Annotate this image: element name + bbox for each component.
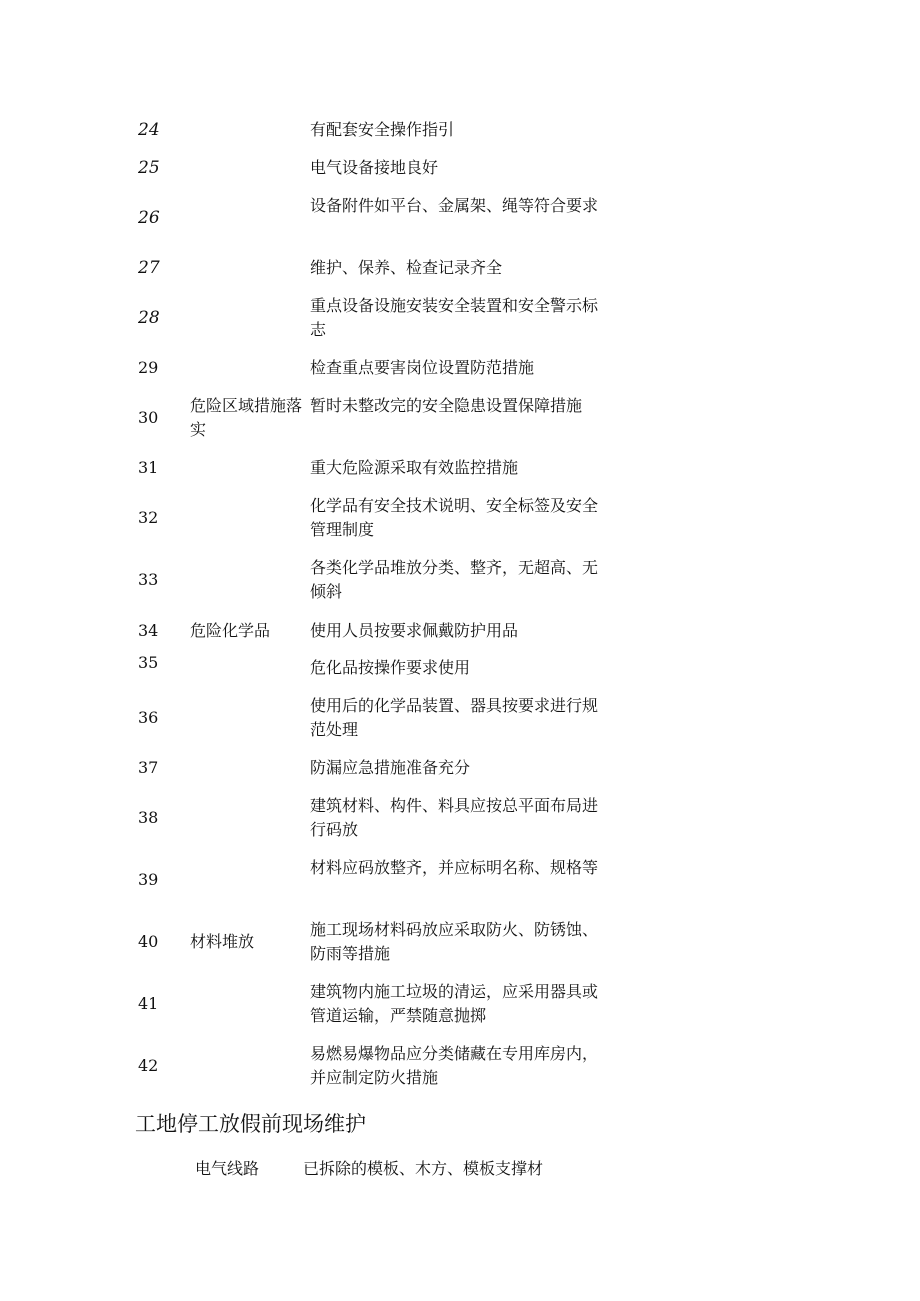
table-row [0, 653, 920, 680]
table-row [0, 256, 920, 280]
row-description: 危化品按操作要求使用 [310, 658, 471, 677]
row-category: 危险区域措施落实 [190, 396, 303, 439]
row-description: 建筑材料、构件、料具应按总平面布局进行码放 [310, 796, 599, 839]
row-description: 检查重点要害岗位设置防范措施 [310, 358, 535, 377]
row-description: 维护、保养、检查记录齐全 [310, 258, 503, 277]
section-heading: 工地停工放假前现场维护 [135, 1112, 366, 1136]
row-number: 38 [138, 808, 159, 827]
row-description: 使用后的化学品装置、器具按要求进行规范处理 [310, 696, 599, 739]
table-row [0, 1042, 920, 1090]
row-number: 34 [138, 621, 159, 640]
row-number: 32 [138, 508, 159, 527]
sub-category: 电气线路 [195, 1159, 260, 1178]
row-number: 41 [138, 994, 159, 1013]
row-number: 37 [138, 758, 159, 777]
row-number: 26 [138, 208, 160, 228]
row-category: 材料堆放 [190, 932, 255, 951]
table-row [0, 980, 920, 1028]
row-description: 施工现场材料码放应采取防火、防锈蚀、防雨等措施 [310, 920, 599, 963]
row-number: 33 [138, 570, 159, 589]
row-number: 36 [138, 708, 159, 727]
row-number: 29 [138, 358, 159, 377]
row-number: 24 [138, 120, 160, 140]
row-category: 危险化学品 [190, 621, 271, 640]
row-description: 建筑物内施工垃圾的清运，应采用器具或管道运输，严禁随意抛掷 [310, 982, 599, 1025]
row-description: 使用人员按要求佩戴防护用品 [310, 621, 519, 640]
row-number: 30 [138, 408, 159, 427]
table-row [0, 556, 920, 604]
row-number: 35 [138, 653, 159, 672]
row-description: 电气设备接地良好 [310, 158, 439, 177]
row-description: 材料应码放整齐，并应标明名称、规格等 [310, 858, 599, 877]
table-row [0, 694, 920, 742]
table-row [0, 294, 920, 342]
row-description: 重大危险源采取有效监控措施 [310, 458, 519, 477]
row-description: 有配套安全操作指引 [310, 120, 455, 139]
row-number: 25 [138, 158, 160, 178]
table-row [0, 394, 920, 442]
table-row [0, 118, 920, 142]
table-row [0, 794, 920, 842]
row-number: 40 [138, 932, 159, 951]
row-number: 31 [138, 458, 159, 477]
row-description: 暂时未整改完的安全隐患设置保障措施 [310, 396, 583, 415]
row-description: 设备附件如平台、金属架、绳等符合要求 [310, 196, 599, 215]
row-number: 42 [138, 1056, 159, 1075]
table-row [0, 619, 920, 643]
row-number: 39 [138, 870, 159, 889]
row-description: 易燃易爆物品应分类储藏在专用库房内，并应制定防火措施 [310, 1044, 599, 1087]
row-description: 各类化学品堆放分类、整齐，无超高、无倾斜 [310, 558, 599, 601]
sub-item: 已拆除的模板、木方、模板支撑材 [303, 1159, 544, 1178]
table-row [0, 194, 920, 242]
row-description: 重点设备设施安装安全装置和安全警示标志 [310, 296, 599, 339]
table-row [0, 494, 920, 542]
row-description: 化学品有安全技术说明、安全标签及安全管理制度 [310, 496, 599, 539]
table-row [0, 356, 920, 380]
table-row [0, 156, 920, 180]
row-number: 27 [138, 258, 160, 278]
row-number: 28 [138, 308, 160, 328]
table-row [0, 456, 920, 480]
table-row [0, 856, 920, 904]
table-row [0, 918, 920, 966]
row-description: 防漏应急措施准备充分 [310, 758, 471, 777]
table-row [0, 756, 920, 780]
